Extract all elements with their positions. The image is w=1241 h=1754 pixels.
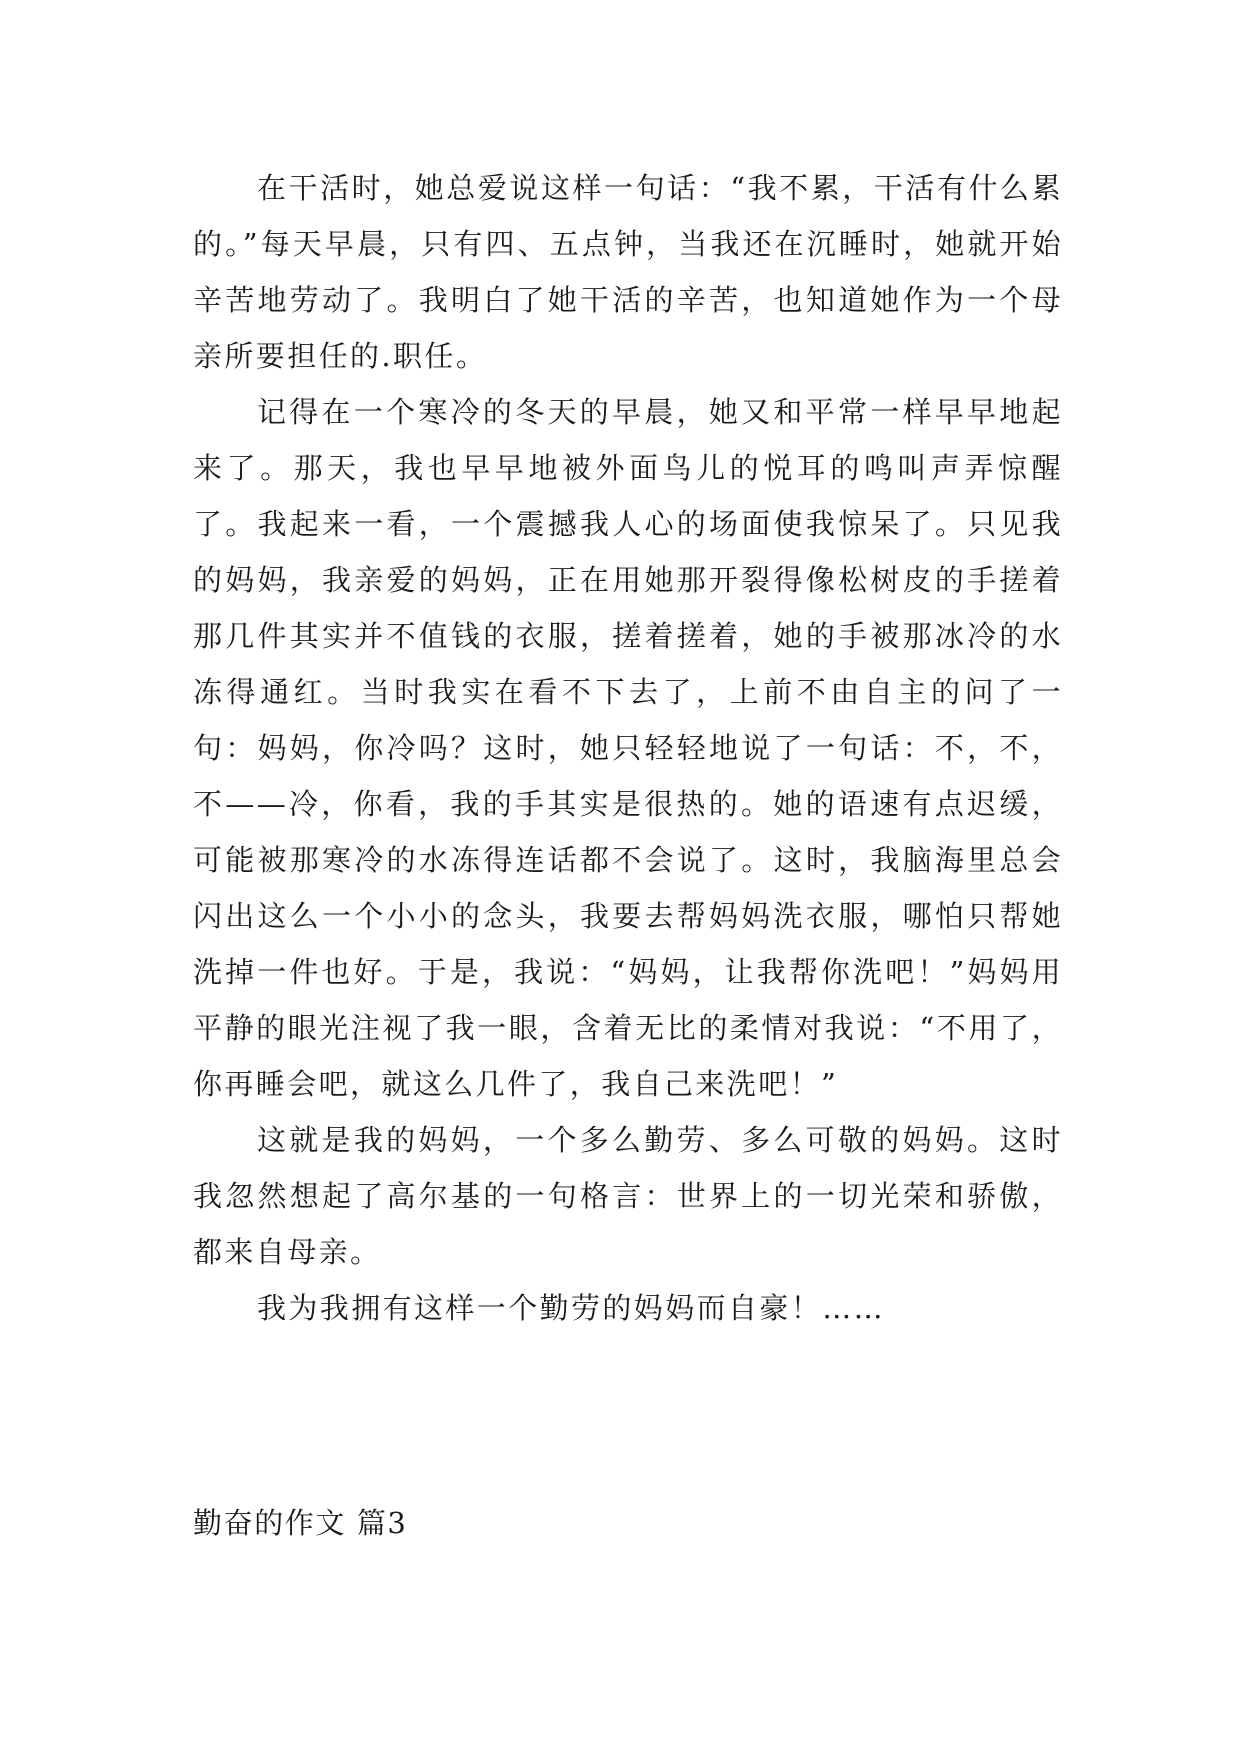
- paragraph-pride: 我为我拥有这样一个勤劳的妈妈而自豪！……: [257, 1291, 886, 1325]
- essay-body: [193, 160, 1063, 1336]
- paragraph-winter-morning: 记得在一个寒冷的冬天的早晨，她又和平常一样早早地起来了。那天，我也早早地被外面鸟儿的悦耳的鸣叫声弄惊醒了。我起来一看，一个震撼我人心的场面使我惊呆了。只见我的妈妈，我亲爱的妈妈，正在用她那开裂得像松树皮的手搓着那几件其实并不值钱的衣服，搓着搓着，她的手被那冰冷的水冻得通红。当时我实在看不下去了，上前不由自主的问了一句：妈妈，你冷吗？这时，她只轻轻地说了一句话：不，不，不——冷，你看，我的手其实是很热的。她的语速有点迟缓，可能被那寒冷的水冻得连话都不会说了。这时，我脑海里总会闪出这么一个小小的念头，我要去帮妈妈洗衣服，哪怕只帮她洗掉一件也好。于是，我说：“妈妈，让我帮你洗吧！”妈妈用平静的眼光注视了我一眼，含着无比的柔情对我说：“不用了，你再睡会吧，就这么几件了，我自己来洗吧！”: [193, 395, 1063, 1101]
- paragraph-gorky-quote: 这就是我的妈妈，一个多么勤劳、多么可敬的妈妈。这时我忽然想起了高尔基的一句格言：世界上的一切光荣和骄傲，都来自母亲。: [193, 1123, 1063, 1269]
- paragraph-work-habit: 在干活时，她总爱说这样一句话：“我不累，干活有什么累的。”每天早晨，只有四、五点钟，当我还在沉睡时，她就开始辛苦地劳动了。我明白了她干活的辛苦，也知道她作为一个母亲所要担任的.职任。: [193, 171, 1063, 373]
- section-heading: 勤奋的作文 篇3: [193, 1506, 408, 1540]
